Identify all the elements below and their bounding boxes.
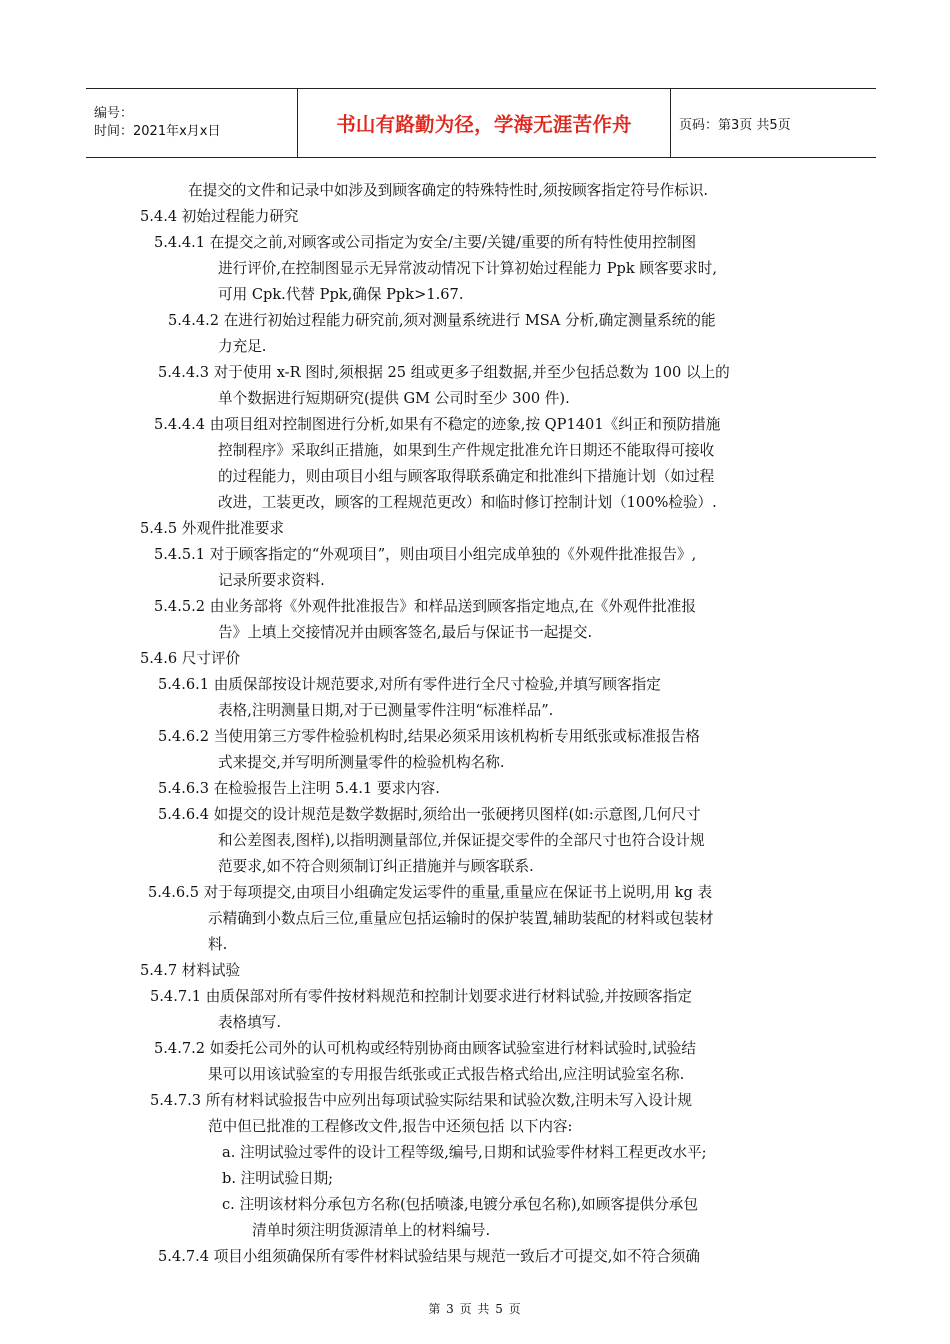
body-line: 在提交的文件和记录中如涉及到顾客确定的特殊特性时,须按顾客指定符号作标识.	[188, 182, 709, 199]
header-meta-cell	[86, 89, 298, 157]
list-item: b. 注明试验日期;	[222, 1170, 334, 1187]
body-line: 进行评价,在控制图显示无异常波动情况下计算初始过程能力 Ppk 顾客要求时,	[218, 260, 717, 277]
body-line: 示精确到小数点后三位,重量应包括运输时的保护装置,辅助装配的材料或包装材	[208, 910, 714, 927]
body-line: 5.4.5.2 由业务部将《外观件批准报告》和样品送到顾客指定地点,在《外观件批准报	[154, 598, 696, 615]
body-line: 5.4.6.5 对于每项提交,由项目小组确定发运零件的重量,重量应在保证书上说明,用 kg 表	[148, 884, 713, 901]
body-line: 5.4.4.1 在提交之前,对顾客或公司指定为安全/主要/关键/重要的所有特性使用控制图	[154, 234, 697, 251]
body-line: 5.4.6.1 由质保部按设计规范要求,对所有零件进行全尺寸检验,并填写顾客指定	[158, 676, 661, 693]
body-line: 5.4.4.2 在进行初始过程能力研究前,须对测量系统进行 MSA 分析,确定测量系统的能	[168, 312, 716, 329]
body-line: 5.4.7.2 如委托公司外的认可机构或经特别协商由顾客试验室进行材料试验时,试验结	[154, 1040, 696, 1057]
section-heading: 5.4.4 初始过程能力研究	[140, 208, 299, 225]
body-line: 料.	[208, 936, 228, 953]
page-footer: 第 3 页 共 5 页	[428, 1302, 522, 1316]
body-line: 控制程序》采取纠正措施，如果到生产件规定批准允许日期还不能取得可接收	[218, 442, 715, 459]
body-line: 表格,注明测量日期,对于已测量零件注明“标准样品”.	[218, 702, 554, 719]
serial-number-label: 编号：	[94, 106, 134, 121]
body-line: 改进，工装更改，顾客的工程规范更改）和临时修订控制计划（100%检验）.	[218, 494, 717, 511]
body-line: 记录所要求资料.	[218, 572, 325, 589]
page-info: 页码：第3页 共5页	[679, 117, 791, 133]
body-line: 范中但已批准的工程修改文件,报告中还须包括 以下内容:	[208, 1118, 573, 1135]
body-line: 表格填写.	[218, 1014, 282, 1031]
body-line: 单个数据进行短期研究(提供 GM 公司时至少 300 件).	[218, 390, 570, 407]
body-line: 5.4.7.1 由质保部对所有零件按材料规范和控制计划要求进行材料试验,并按顾客指定	[150, 988, 692, 1005]
body-line: 5.4.4.3 对于使用 x-R 图时,须根据 25 组或更多子组数据,并至少包括总数为 100 以上的	[158, 364, 730, 381]
body-line: 5.4.5.1 对于顾客指定的“外观项目”，则由项目小组完成单独的《外观件批准报告》,	[154, 546, 697, 563]
body-line: 5.4.7.3 所有材料试验报告中应列出每项试验实际结果和试验次数,注明未写入设计规	[150, 1092, 692, 1109]
body-line: 式来提交,并写明所测量零件的检验机构名称.	[218, 754, 505, 771]
body-line: 5.4.6.4 如提交的设计规范是数学数据时,须给出一张硬拷贝图样(如:示意图,几何尺寸	[158, 806, 701, 823]
body-line: 5.4.6.3 在检验报告上注明 5.4.1 要求内容.	[158, 780, 440, 797]
body-line: 可用 Cpk.代替 Ppk,确保 Ppk>1.67.	[218, 286, 464, 303]
body-line: 果可以用该试验室的专用报告纸张或正式报告格式给出,应注明试验室名称.	[208, 1066, 685, 1083]
section-heading: 5.4.5 外观件批准要求	[140, 520, 284, 537]
date-label: 时间：2021年x月x日	[94, 124, 221, 139]
body-line: 5.4.4.4 由项目组对控制图进行分析,如果有不稳定的迹象,按 QP1401《纠正和预防措施	[154, 416, 721, 433]
list-item: a. 注明试验过零件的设计工程等级,编号,日期和试验零件材料工程更改水平;	[222, 1144, 707, 1161]
section-heading: 5.4.7 材料试验	[140, 962, 241, 979]
body-line: 力充足.	[218, 338, 267, 355]
list-item: c. 注明该材料分承包方名称(包括喷漆,电镀分承包名称),如顾客提供分承包	[222, 1196, 698, 1213]
body-line: 的过程能力，则由项目小组与顾客取得联系确定和批准纠下措施计划（如过程	[218, 468, 715, 485]
body-line: 和公差图表,图样),以指明测量部位,并保证提交零件的全部尺寸也符合设计规	[218, 832, 705, 849]
body-line: 5.4.7.4 项目小组须确保所有零件材料试验结果与规范一致后才可提交,如不符合须确	[158, 1248, 700, 1265]
document-header	[86, 88, 876, 158]
motto-text: 书山有路勤为径，学海无涯苦作舟	[336, 113, 632, 136]
body-line: 清单时须注明货源清单上的材料编号.	[252, 1222, 491, 1239]
header-page-cell	[671, 89, 876, 157]
header-motto-cell	[298, 89, 671, 157]
section-heading: 5.4.6 尺寸评价	[140, 650, 241, 667]
body-line: 范要求,如不符合则须制订纠正措施并与顾客联系.	[218, 858, 534, 875]
body-line: 5.4.6.2 当使用第三方零件检验机构时,结果必须采用该机构析专用纸张或标准报告格	[158, 728, 700, 745]
body-line: 告》上填上交接情况并由顾客签名,最后与保证书一起提交.	[218, 624, 593, 641]
